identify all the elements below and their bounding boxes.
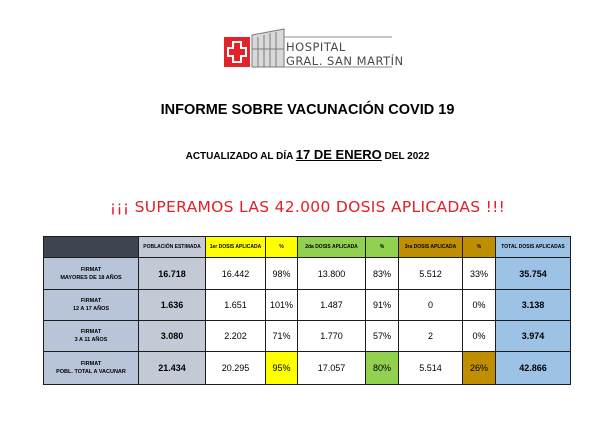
header-third-dose: 3ra DOSIS APLICADA (399, 237, 463, 258)
cell-second-pct: 91% (366, 290, 399, 321)
cell-first-dose: 2.202 (206, 321, 266, 352)
report-title: INFORME SOBRE VACUNACIÓN COVID 19 (160, 102, 455, 118)
updated-line: ACTUALIZADO AL DÍA 17 DE ENERO DEL 2022 (185, 147, 430, 162)
cell-first-pct: 101% (266, 290, 298, 321)
cell-second-pct: 80% (366, 352, 399, 385)
cell-third-dose: 0 (399, 290, 463, 321)
cell-third-dose: 5.512 (399, 258, 463, 290)
doses-headline: ¡¡¡ SUPERAMOS LAS 42.000 DOSIS APLICADAS !!! (109, 198, 506, 216)
vaccination-table (43, 236, 571, 385)
cell-third-pct: 0% (463, 290, 496, 321)
cell-first-dose: 20.295 (206, 352, 266, 385)
cell-second-pct: 57% (366, 321, 399, 352)
cell-estimated: 21.434 (139, 352, 206, 385)
header-estimated: POBLACIÓN ESTIMADA (139, 237, 206, 258)
header-third-pct: % (463, 237, 496, 258)
cell-estimated: 1.636 (139, 290, 206, 321)
row-label: FIRMAT 3 A 11 AÑOS (44, 321, 139, 352)
cell-first-dose: 16.442 (206, 258, 266, 290)
cell-second-pct: 83% (366, 258, 399, 290)
cell-total: 35.754 (496, 258, 571, 290)
header-first-pct: % (266, 237, 298, 258)
cell-second-dose: 17.057 (298, 352, 366, 385)
updated-date: 17 DE ENERO (295, 147, 382, 162)
header-second-pct: % (366, 237, 399, 258)
table-header-row (44, 237, 571, 258)
cell-estimated: 16.718 (139, 258, 206, 290)
table-row (44, 258, 571, 290)
cell-first-pct: 98% (266, 258, 298, 290)
row-label: FIRMAT 12 A 17 AÑOS (44, 290, 139, 321)
cell-first-pct: 71% (266, 321, 298, 352)
cell-second-dose: 1.487 (298, 290, 366, 321)
cell-third-pct: 33% (463, 258, 496, 290)
row-label: FIRMAT POBL. TOTAL A VACUNAR (44, 352, 139, 385)
row-label: FIRMAT MAYORES DE 18 AÑOS (44, 258, 139, 290)
cell-total: 3.138 (496, 290, 571, 321)
cell-third-pct: 26% (463, 352, 496, 385)
table-row (44, 321, 571, 352)
cell-first-dose: 1.651 (206, 290, 266, 321)
header-corner (44, 237, 139, 258)
hospital-name: HOSPITAL GRAL. SAN MARTÍN (286, 40, 404, 68)
cell-first-pct: 95% (266, 352, 298, 385)
cell-total: 3.974 (496, 321, 571, 352)
cell-third-pct: 0% (463, 321, 496, 352)
header-total: TOTAL DOSIS APLICADAS (496, 237, 571, 258)
cell-third-dose: 2 (399, 321, 463, 352)
header-first-dose: 1er DOSIS APLICADA (206, 237, 266, 258)
table-row (44, 290, 571, 321)
cell-second-dose: 1.770 (298, 321, 366, 352)
cell-total: 42.866 (496, 352, 571, 385)
cell-estimated: 3.080 (139, 321, 206, 352)
cell-second-dose: 13.800 (298, 258, 366, 290)
cell-third-dose: 5.514 (399, 352, 463, 385)
header-second-dose: 2da DOSIS APLICADA (298, 237, 366, 258)
table-row (44, 352, 571, 385)
